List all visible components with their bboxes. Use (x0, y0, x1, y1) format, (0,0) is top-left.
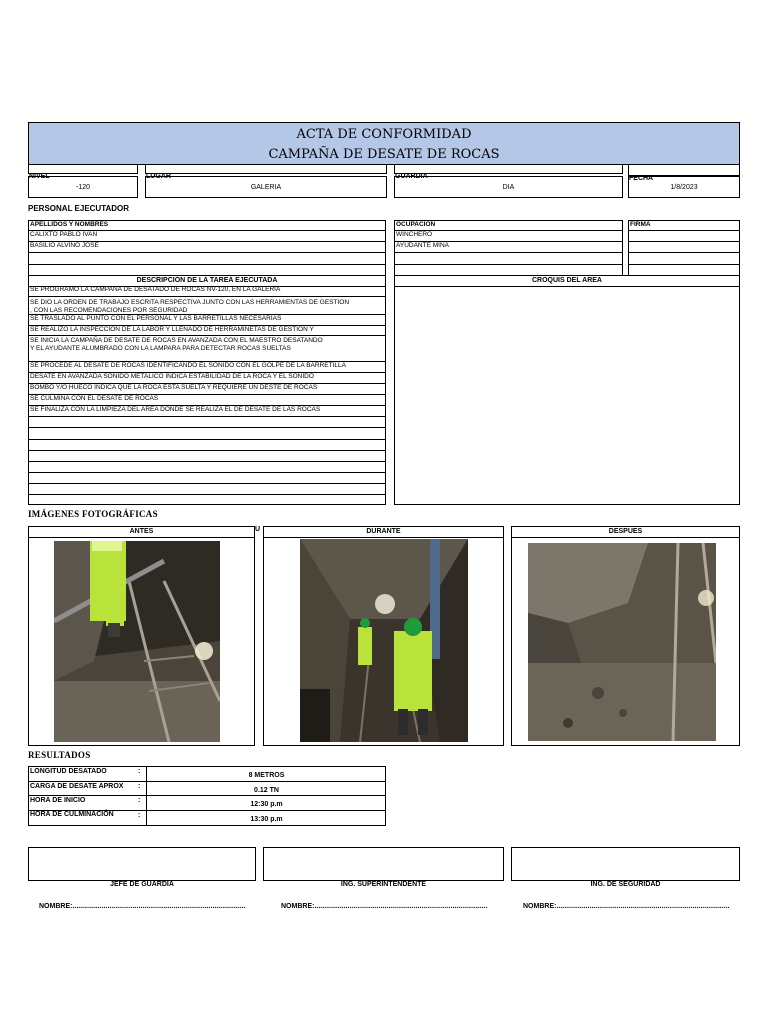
task-description-table (28, 275, 386, 505)
result-value: 12:30 p.m (250, 801, 283, 808)
result-label: HORA DE INICIO (30, 797, 86, 804)
personnel-name-1: CALIXTO PABLO IVAN (29, 231, 385, 242)
photo-before (54, 541, 220, 742)
croquis-area (394, 275, 740, 505)
task-empty-line (29, 451, 385, 462)
lugar-label: LUGAR (146, 173, 171, 180)
personnel-empty-row (29, 253, 385, 265)
fecha-value: 1/8/2023 (628, 176, 740, 198)
task-empty-line (29, 484, 385, 495)
task-line: SE FINALIZA CON LA LIMPIEZA DEL AREA DONDE SE REALIZA EL DE DESATE DE LAS ROCAS (29, 406, 385, 417)
fecha-label: FECHA (629, 175, 654, 182)
result-colon: : (138, 797, 141, 804)
result-label: LONGITUD DESATADO (30, 768, 107, 775)
result-value: 8 METROS (248, 772, 285, 779)
photo-after (528, 543, 716, 741)
personal-section-title: PERSONAL EJECUTADOR (28, 204, 130, 213)
result-colon: : (138, 812, 141, 819)
task-line: SE PROCEDE AL DESATE DE ROCAS IDENTIFICANDO EL SONIDO CON EL GOLPE DE LA BARRETILLA (29, 362, 385, 373)
croquis-header: CROQUIS DEL AREA (395, 276, 739, 287)
result-label: CARGA DE DESATE APROX (30, 783, 124, 790)
nivel-label-cell (28, 165, 138, 180)
signature-box-superintendente (263, 847, 504, 881)
task-line: SE REALIZO LA INSPECCION DE LA LABOR Y LLENADO DE HERRAMINETAS DE GESTION Y (29, 326, 385, 336)
guardia-label: GUARDIA (395, 173, 428, 180)
title-line-2: CAMPAÑA DE DESATE DE ROCAS (268, 147, 500, 162)
personnel-name-2: BASILIO ALVINO JOSE (29, 242, 385, 253)
occupation-header: OCUPACIÓN (395, 221, 622, 231)
personnel-names-table (28, 220, 386, 276)
photo-during-image (300, 539, 468, 742)
photo-during (300, 539, 468, 742)
guardia-value: DIA (394, 176, 623, 198)
name-header: APELLIDOS Y NOMBRES (29, 221, 385, 231)
task-empty-line (29, 440, 385, 451)
result-value: 13:30 p.m (250, 816, 283, 823)
photo-before-image (54, 541, 220, 742)
results-section-title: RESULTADOS (28, 750, 91, 760)
photo-after-frame (511, 526, 740, 746)
images-section-title: IMÁGENES FOTOGRÁFICAS (28, 509, 158, 519)
signature-header: FIRMA (629, 221, 739, 231)
signature-role-jefe: JEFE DE GUARDIA (110, 881, 174, 888)
guardia-label-cell (394, 165, 623, 180)
signature-name-line-seguridad: NOMBRE:......................................................................................... (523, 903, 730, 910)
task-line-text: SE DIO LA ORDEN DE TRABAJO ESCRITA RESPECTIVA JUNTO CON LAS HERRAMIENTAS DE GESTION (30, 299, 350, 306)
lugar-label-cell (145, 165, 387, 180)
result-label: HORA DE CULMINACIÓN (30, 811, 114, 818)
signature-box-jefe (28, 847, 256, 881)
photo-after-image (528, 543, 716, 741)
task-line (29, 297, 385, 315)
document-title (28, 122, 740, 165)
task-line-text: Y EL AYUDANTE ALUMBRADO CON LA LAMPARA PARA DETECTAR ROCAS SUELTAS (30, 344, 291, 352)
signature-name-line-jefe: NOMBRE:......................................................................................... (39, 903, 246, 910)
signature-role-seguridad: ING. DE SEGURIDAD (590, 881, 661, 888)
photo-before-frame (28, 526, 255, 746)
personnel-occupation-2: AYUDANTE MINA (395, 242, 622, 253)
task-empty-line (29, 462, 385, 473)
task-line-text: , CON LAS RECOMENDACIONES POR SEGURIDAD (30, 306, 188, 314)
signature-role-superintendente: ING. SUPERINTENDENTE (340, 881, 427, 888)
result-colon: : (138, 783, 141, 790)
task-header: DESCRIPCIÓN DE LA TAREA EJECUTADA (29, 276, 385, 287)
photo-after-label: DESPUES (512, 527, 739, 538)
task-line-text: SE INICIA LA CAMPAÑA DE DESATE DE ROCAS EN AVANZADA CON EL MAESTRO DESATANDO (30, 337, 323, 344)
task-empty-line (29, 428, 385, 440)
result-colon: : (138, 768, 141, 775)
title-line-1: ACTA DE CONFORMIDAD (296, 127, 472, 142)
task-line (29, 336, 385, 362)
task-line: SE CULMINA CON EL DESATE DE ROCAS (29, 395, 385, 406)
signature-box-seguridad (511, 847, 740, 881)
nivel-label: NIVEL (29, 173, 50, 180)
nivel-value: -120 (28, 176, 138, 198)
personnel-occupation-1: WINCHERO (395, 231, 622, 242)
signature-cell-2 (629, 242, 739, 253)
photo-during-frame (263, 526, 504, 746)
occupation-empty-row (395, 253, 622, 265)
task-empty-line (29, 473, 385, 484)
task-line: BOMBO Y/O HUECO INDICA QUE LA ROCA ESTA SUELTA Y REQUIERE UN DESTE DE ROCAS (29, 384, 385, 395)
results-row-line (29, 781, 385, 782)
fecha-label-cell (628, 165, 740, 182)
signature-empty-row (629, 253, 739, 265)
signature-name-line-superintendente: NOMBRE:......................................................................................... (281, 903, 488, 910)
signature-cell-1 (629, 231, 739, 242)
task-line: DESATE EN AVANZADA SONIDO METALICO INDICA ESTABILIDAD DE LA ROCA Y EL SONIDO (29, 373, 385, 384)
results-row-line (29, 795, 385, 796)
photo-before-label: ANTES (29, 527, 254, 538)
personnel-signature-table (628, 220, 740, 276)
result-value: 0.12 TN (254, 787, 279, 794)
task-line: SE PROGRAMO LA CAMPAÑA DE DESATADO DE ROCAS NV-120, EN LA GALERIA (29, 286, 385, 297)
photo-during-label: DURANTE (264, 527, 503, 538)
task-line: SE TRASLADO AL PUNTO CON EL PERSONAL Y LAS BARRETILLAS NECESARIAS (29, 315, 385, 326)
personnel-occupation-table (394, 220, 623, 276)
stray-char: U (255, 526, 261, 533)
results-table (28, 766, 386, 826)
lugar-value: GALERIA (145, 176, 387, 198)
task-empty-line (29, 417, 385, 428)
